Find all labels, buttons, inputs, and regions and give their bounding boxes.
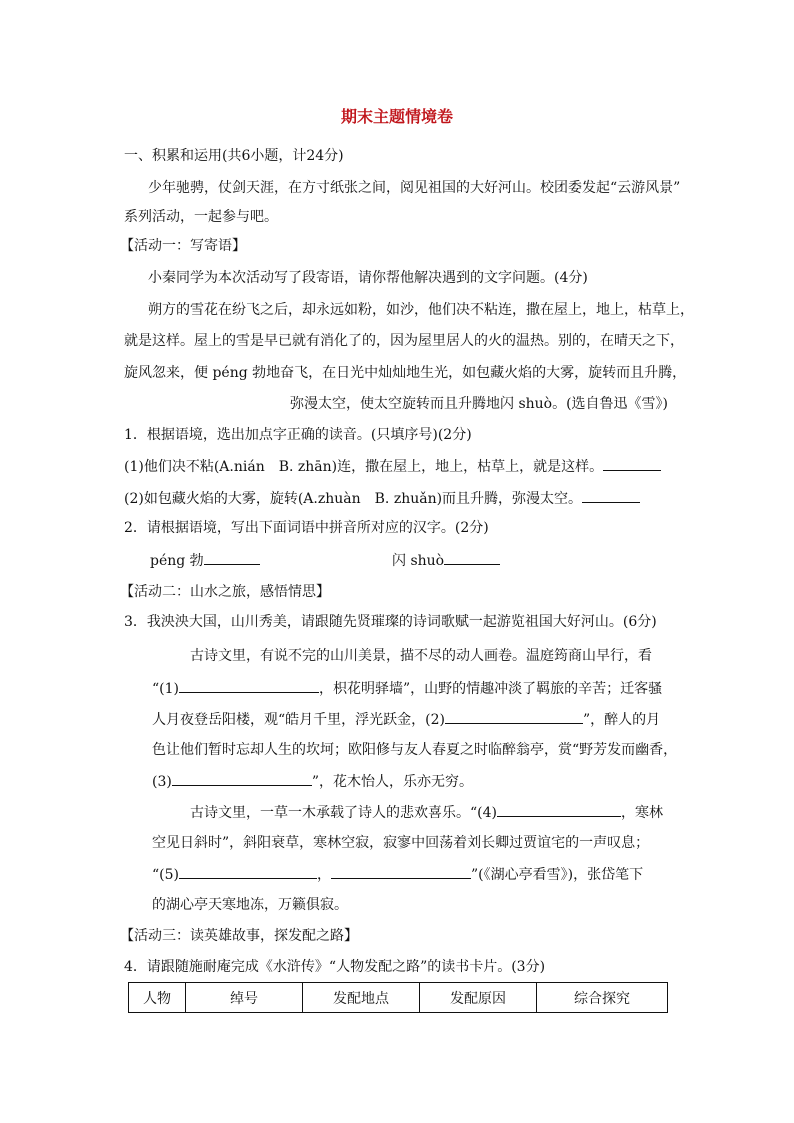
- column-header-exile-reason: 发配原因: [420, 983, 537, 1013]
- q3-text: ，枳花明驿墙”，山野的情趣冲淡了羁旅的辛苦；迁客骚: [319, 681, 663, 697]
- activity-3-heading: 【活动三：读英雄故事，探发配之路】: [120, 928, 358, 944]
- q3-text: ”，醉人的月: [583, 712, 661, 728]
- q3-para-1-line-1: 古诗文里，有说不完的山川美景，描不尽的动人画卷。温庭筠商山早行，看: [190, 648, 652, 664]
- q3-para-1-line-4: 色让他们暂时忘却人生的坎坷；欧阳修与友人春夏之时临醉翁亭，赏“野芳发而幽香，: [152, 742, 678, 758]
- page-title: 期末主题情境卷: [340, 107, 453, 126]
- passage-line-4: 弥漫太空，使太空旋转而且升腾地闪 shuò。(选自鲁迅《雪》): [290, 396, 669, 412]
- q3-text: ，寒林: [621, 805, 663, 821]
- answer-blank-5b[interactable]: [331, 864, 471, 879]
- q3-para-2-line-1: [190, 802, 663, 823]
- column-header-person: 人物: [129, 983, 186, 1013]
- reading-card-table: [128, 982, 668, 1013]
- passage-line-1: 朔方的雪花在纷飞之后，却永远如粉，如沙，他们决不粘连，撒在屋上，地上，枯草上，: [148, 302, 694, 318]
- q3-para-2-line-4: 的湖心亭天寒地冻，万籁俱寂。: [152, 897, 348, 913]
- answer-blank[interactable]: [603, 456, 661, 471]
- q3-text: ”，花木怡人，乐亦无穷。: [311, 774, 474, 790]
- blank-label-1: “(1): [152, 681, 179, 697]
- question-2-word-1: [150, 550, 260, 571]
- answer-blank[interactable]: [204, 550, 260, 565]
- q3-para-2-line-3: [152, 864, 643, 885]
- activity-2-heading: 【活动二：山水之旅，感悟情思】: [120, 584, 330, 600]
- q3-para-1-line-2: [152, 678, 662, 699]
- question-1-item-1: [124, 456, 661, 477]
- answer-blank-2[interactable]: [445, 709, 583, 724]
- answer-blank[interactable]: [444, 550, 500, 565]
- intro-line-2: 系列活动，一起参与吧。: [124, 209, 278, 225]
- blank-label-5: “(5): [152, 867, 179, 883]
- q3-para-2-line-2: 空见日斜时”，斜阳衰草，寒林空寂，寂寥中回荡着刘长卿过贾谊宅的一声叹息；: [152, 835, 650, 851]
- q3-para-1-line-3: [152, 709, 660, 730]
- table-header-row: [129, 983, 668, 1013]
- answer-blank-5a[interactable]: [179, 864, 317, 879]
- section-heading: 一、积累和运用(共6小题，计24分): [124, 148, 344, 164]
- activity-1-description: 小秦同学为本次活动写了段寄语，请你帮他解决遇到的文字问题。(4分): [148, 270, 588, 286]
- column-header-nickname: 绰号: [186, 983, 303, 1013]
- q3-text: 古诗文里，一草一木承载了诗人的悲欢喜乐。“(4): [190, 805, 497, 821]
- answer-blank[interactable]: [582, 488, 640, 503]
- question-1-stem: 1．根据语境，选出加点字正确的读音。(只填序号)(2分): [124, 427, 472, 443]
- q3-text: ，: [317, 867, 331, 883]
- passage-line-3: 旋风忽来，便 péng 勃地奋飞，在日光中灿灿地生光，如包藏火焰的大雾，旋转而且升腾，: [124, 365, 687, 381]
- question-1-item-2-text: (2)如包藏火焰的大雾，旋转(A.zhuàn B. zhuǎn)而且升腾，弥漫太空。: [124, 491, 583, 507]
- q3-text: ”(《湖心亭看雪》)，张岱笔下: [471, 867, 644, 883]
- question-2-word-1-text: péng 勃: [150, 553, 204, 569]
- question-1-item-2: [124, 488, 640, 509]
- passage-line-2: 就是这样。屋上的雪是早已就有消化了的，因为屋里居人的火的温热。别的，在晴天之下，: [124, 333, 684, 349]
- answer-blank-1[interactable]: [179, 678, 319, 693]
- q3-text: 人月夜登岳阳楼，观“皓月千里，浮光跃金，(2): [152, 712, 445, 728]
- question-2-word-2-text: 闪 shuò: [392, 553, 445, 569]
- column-header-inquiry: 综合探究: [537, 983, 668, 1013]
- blank-label-3: (3): [152, 774, 172, 790]
- column-header-exile-place: 发配地点: [303, 983, 420, 1013]
- answer-blank-3[interactable]: [172, 771, 312, 786]
- question-3-stem: 3．我泱泱大国，山川秀美，请跟随先贤璀璨的诗词歌赋一起游览祖国大好河山。(6分): [124, 614, 657, 630]
- activity-1-heading: 【活动一：写寄语】: [120, 238, 246, 254]
- intro-line-1: 少年驰骋，仗剑天涯，在方寸纸张之间，阅见祖国的大好河山。校团委发起“云游风景”: [148, 180, 681, 196]
- question-2-stem: 2．请根据语境，写出下面词语中拼音所对应的汉字。(2分): [124, 520, 489, 536]
- question-1-item-1-text: (1)他们决不粘(A.nián B. zhān)连，撒在屋上，地上，枯草上，就是这样。: [124, 459, 604, 475]
- answer-blank-4[interactable]: [497, 802, 621, 817]
- question-4-stem: 4．请跟随施耐庵完成《水浒传》“人物发配之路”的读书卡片。(3分): [124, 959, 546, 975]
- question-2-word-2: [392, 550, 500, 571]
- q3-para-1-line-5: [152, 771, 473, 792]
